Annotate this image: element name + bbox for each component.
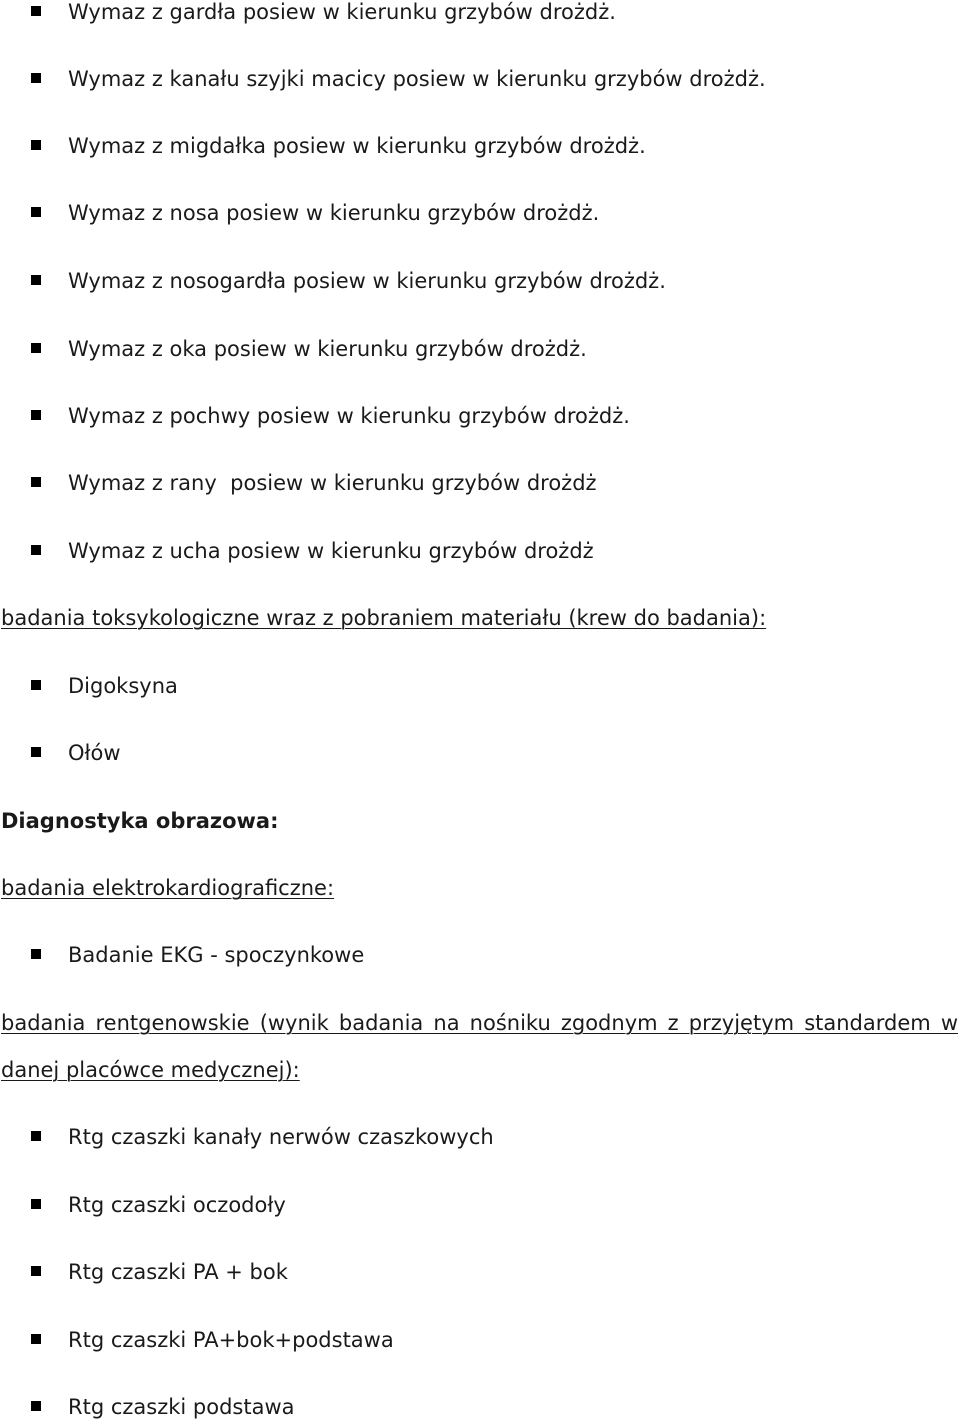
square-bullet-icon: [31, 680, 41, 690]
square-bullet-icon: [31, 343, 41, 353]
square-bullet-icon: [31, 73, 41, 83]
list-item: [0, 1188, 960, 1222]
list-item: [0, 129, 960, 163]
xray-heading-line1: badania rentgenowskie (wynik badania na nośniku zgodnym z przyjętym standardem w: [1, 1011, 958, 1035]
square-bullet-icon: [31, 1199, 41, 1209]
list-item-text: Wymaz z gardła posiew w kierunku grzybów drożdż.: [68, 0, 616, 24]
square-bullet-icon: [31, 6, 41, 16]
square-bullet-icon: [31, 140, 41, 150]
square-bullet-icon: [31, 477, 41, 487]
list-item-text: Wymaz z nosogardła posiew w kierunku grzybów drożdż.: [68, 269, 666, 293]
list-item: [0, 332, 960, 366]
list-item-text: Badanie EKG - spoczynkowe: [68, 943, 365, 967]
list-item: [0, 938, 960, 972]
square-bullet-icon: [31, 545, 41, 555]
list-item: [0, 736, 960, 770]
list-item-text: Wymaz z rany posiew w kierunku grzybów drożdż: [68, 471, 597, 495]
square-bullet-icon: [31, 747, 41, 757]
list-item: [0, 399, 960, 433]
list-item: [0, 62, 960, 96]
list-item-text: Wymaz z oka posiew w kierunku grzybów drożdż.: [68, 337, 587, 361]
list-item: [0, 0, 960, 29]
list-item: [0, 534, 960, 568]
list-item-text: Rtg czaszki kanały nerwów czaszkowych: [68, 1125, 494, 1149]
square-bullet-icon: [31, 1131, 41, 1141]
square-bullet-icon: [31, 1266, 41, 1276]
list-item: [0, 196, 960, 230]
list-item: [0, 669, 960, 703]
list-item-text: Rtg czaszki PA + bok: [68, 1260, 288, 1284]
list-item-text: Wymaz z kanału szyjki macicy posiew w kierunku grzybów drożdż.: [68, 67, 766, 91]
list-item-text: Ołów: [68, 741, 121, 765]
xray-heading-line2: danej placówce medycznej):: [1, 1058, 300, 1082]
list-item-text: Wymaz z pochwy posiew w kierunku grzybów drożdż.: [68, 404, 630, 428]
square-bullet-icon: [31, 949, 41, 959]
list-item: [0, 264, 960, 298]
list-item-text: Wymaz z ucha posiew w kierunku grzybów drożdż: [68, 539, 594, 563]
ekg-heading: badania elektrokardiograficzne:: [1, 876, 335, 900]
list-item-text: Wymaz z migdałka posiew w kierunku grzybów drożdż.: [68, 134, 646, 158]
square-bullet-icon: [31, 207, 41, 217]
imaging-heading: Diagnostyka obrazowa:: [1, 809, 279, 833]
list-item: [0, 1323, 960, 1357]
list-item-text: Rtg czaszki podstawa: [68, 1395, 295, 1419]
square-bullet-icon: [31, 275, 41, 285]
list-item-text: Rtg czaszki oczodoły: [68, 1193, 286, 1217]
list-item: [0, 1390, 960, 1424]
toxicology-heading: badania toksykologiczne wraz z pobraniem materiału (krew do badania):: [1, 606, 767, 630]
square-bullet-icon: [31, 1334, 41, 1344]
list-item-text: Wymaz z nosa posiew w kierunku grzybów drożdż.: [68, 201, 600, 225]
square-bullet-icon: [31, 410, 41, 420]
list-item-text: Rtg czaszki PA+bok+podstawa: [68, 1328, 394, 1352]
list-item: [0, 1120, 960, 1154]
list-item: [0, 1255, 960, 1289]
square-bullet-icon: [31, 1401, 41, 1411]
list-item: [0, 466, 960, 500]
list-item-text: Digoksyna: [68, 674, 178, 698]
